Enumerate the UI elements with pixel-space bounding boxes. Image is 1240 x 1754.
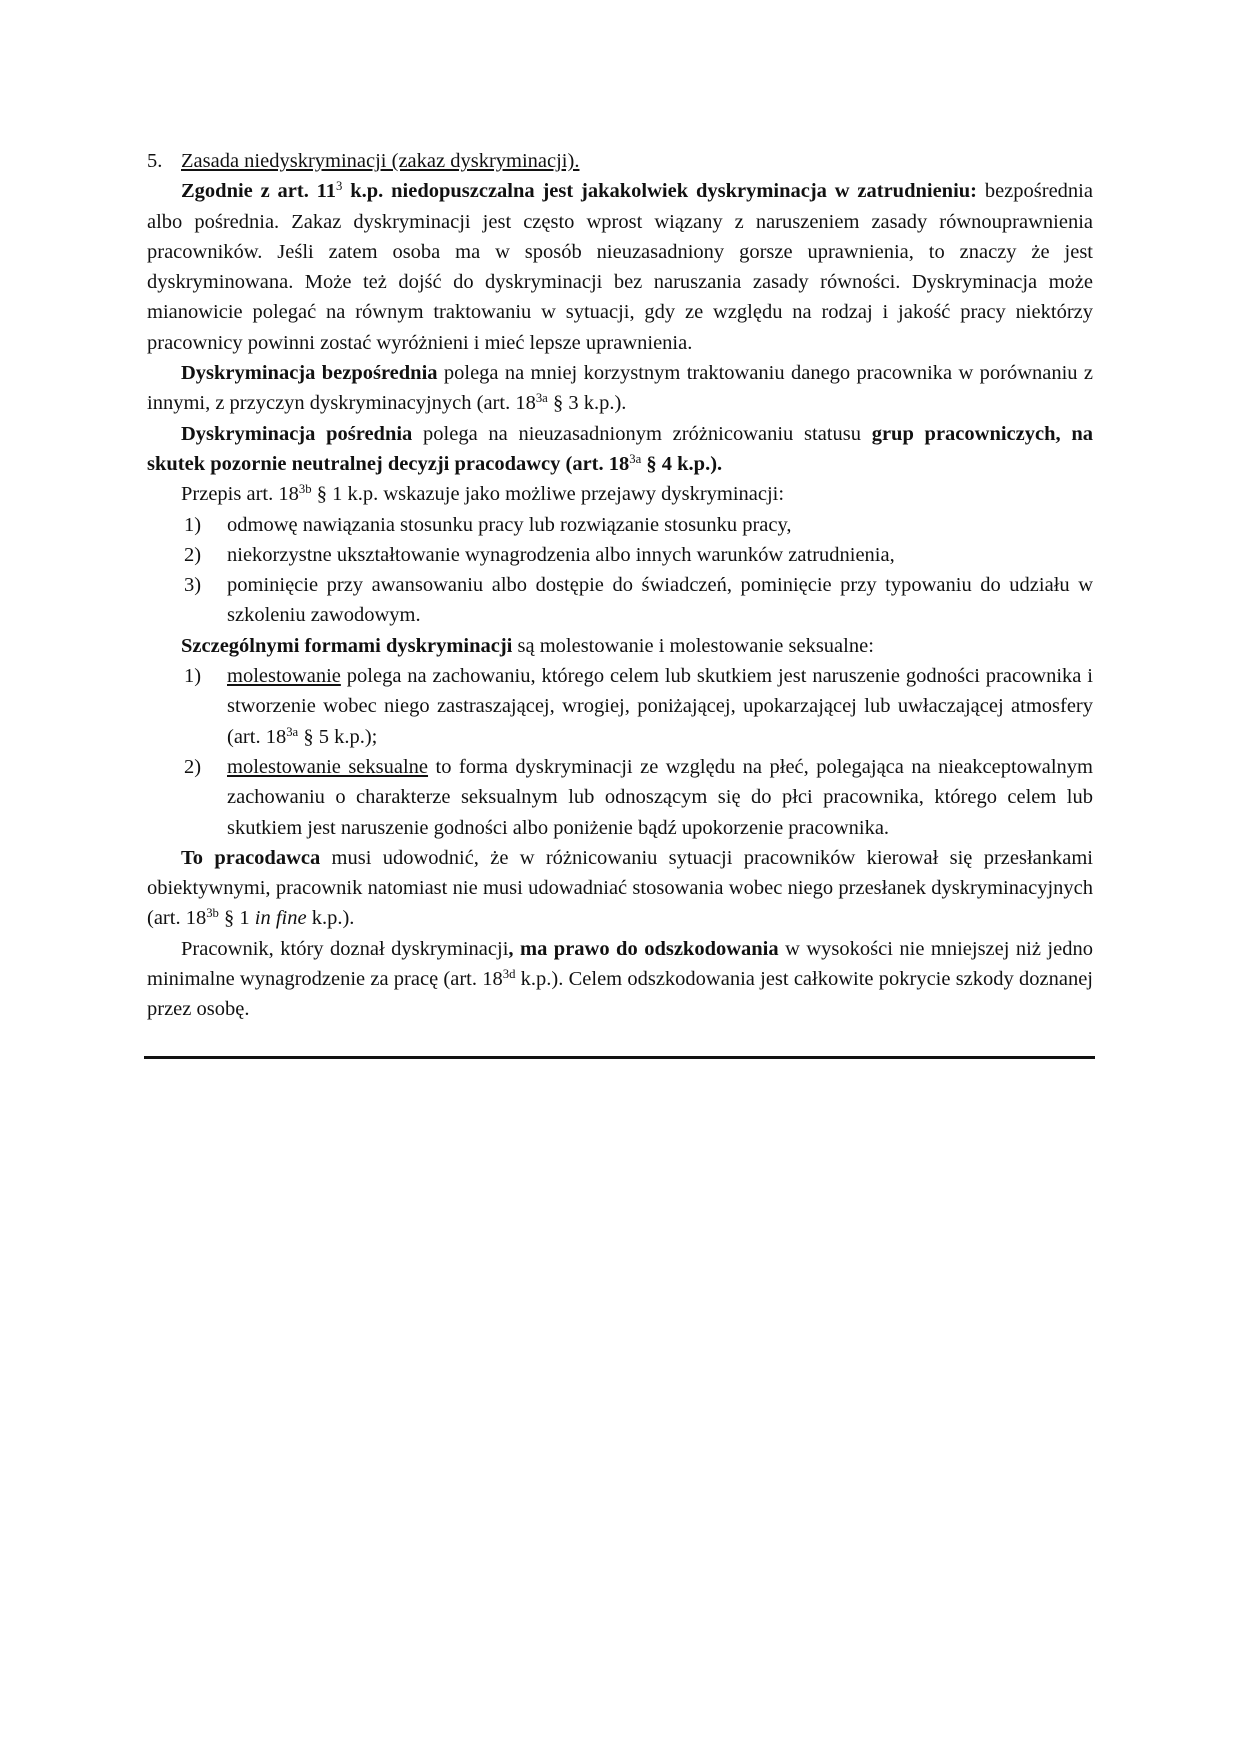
paragraph-indirect-discrimination [147, 419, 1093, 480]
p1-bold-a: Zgodnie z art. 11 [181, 180, 337, 203]
p3-a: polega na nieuzasadnionym zróżnicowaniu statusu [412, 422, 872, 445]
list-item [147, 510, 1093, 540]
p6-b: § 1 [218, 907, 255, 930]
paragraph-burden-of-proof [147, 843, 1093, 934]
list-marker: 2) [184, 543, 202, 566]
harassment-list [147, 661, 1093, 843]
list-item [147, 661, 1093, 752]
p1-sup: 3 [336, 179, 343, 194]
p3-bold-a: Dyskryminacja pośrednia [181, 422, 413, 445]
list-item [147, 752, 1093, 843]
list-item-text: pominięcie przy awansowaniu albo dostępie do świadczeń, pominięcie przy typowaniu do udziału w szkoleniu zawodowym. [227, 574, 1093, 627]
p4-a: Przepis art. 18 [181, 483, 299, 506]
list-item-text: niekorzystne ukształtowanie wynagrodzenia albo innych warunków zatrudnienia, [227, 543, 895, 566]
p7-b: w wysokości nie mniejszej niż jedno minimalne wynagrodzenie za pracę (art. 18 [147, 937, 1093, 991]
sexual-harassment-definition: to forma dyskryminacji ze względu na płeć, polegająca na nieakceptowalnym zachowaniu o charakterze seksualnym lub odnoszącym się do płci pracownika, którego celem lub skutkiem jest naruszenie godności albo poniżenie bądź upokorzenie pracownika. [227, 755, 1093, 839]
p2-a: polega na mniej korzystnym traktowaniu danego pracownika w porównaniu z innymi, z przyczyn dyskryminacyjnych (art. 18 [147, 362, 1093, 415]
p7-sup: 3d [502, 967, 516, 982]
list-item [147, 570, 1093, 631]
list-item [147, 540, 1093, 570]
p1-bold-b: k.p. niedopuszczalna jest jakakolwiek dyskryminacja w zatrudnieniu: [342, 180, 977, 203]
paragraph-direct-discrimination [147, 358, 1093, 419]
document-body [147, 146, 1093, 1025]
paragraph-manifestations [147, 479, 1093, 509]
paragraph-compensation [147, 934, 1093, 1025]
term-sexual-harassment: molestowanie seksualne [227, 755, 429, 778]
list-marker: 1) [184, 513, 202, 536]
p2-bold: Dyskryminacja bezpośrednia [181, 362, 438, 385]
p3-sup: 3a [629, 451, 642, 466]
p6-c: k.p.). [306, 907, 355, 930]
paragraph-special-forms [147, 631, 1093, 661]
p4-b: § 1 k.p. wskazuje jako możliwe przejawy dyskryminacji: [311, 483, 785, 506]
list-item-text [222, 752, 1093, 843]
p6-bold: To pracodawca [181, 846, 321, 869]
paragraph-intro [147, 176, 1093, 358]
list-item-text [222, 661, 1093, 752]
harassment-definition: polega na zachowaniu, którego celem lub skutkiem jest naruszenie godności pracownika i stworzenie wobec niego zastraszającej, wrogiej, poniżającej, upokarzającej lub uwłaczającej atmosfery (art. 18 [227, 665, 1093, 748]
manifestations-list [147, 510, 1093, 631]
p1-rest: bezpośrednia albo pośrednia. Zakaz dyskryminacji jest często wprost wiązany z naruszeniem zasady równouprawnienia pracowników. Jeśli zatem osoba ma w sposób nieuzasadniony gorsze uprawnienia, to znaczy że jest dyskryminowana. Może też dojść do dyskryminacji bez naruszania zasady równości. Dyskryminacja może mianowicie polegać na równym traktowaniu w sytuacji, gdy ze względu na rodzaj i jakość pracy niektórzy pracownicy powinni zostać wyróżnieni i mieć lepsze uprawnienia. [147, 180, 1093, 354]
p5-rest: są molestowanie i molestowanie seksualne: [512, 634, 874, 657]
harassment-sup: 3a [286, 724, 299, 739]
list-item-text: odmowę nawiązania stosunku pracy lub rozwiązanie stosunku pracy, [227, 513, 792, 536]
p7-c: k.p.). Celem odszkodowania jest całkowite pokrycie szkody doznanej przez osobę. [147, 968, 1094, 1021]
list-marker: 3) [184, 574, 202, 597]
p7-bold-b: odszkodowania [644, 937, 779, 960]
section-number: 5. [147, 150, 163, 172]
section-title: Zasada niedyskryminacji (zakaz dyskryminacji). [181, 150, 580, 172]
p4-sup: 3b [298, 482, 312, 497]
p3-bold-c: § 4 k.p.). [641, 452, 723, 475]
p5-bold: Szczególnymi formami dyskryminacji [181, 634, 513, 657]
p3-bold-b: grup pracowniczych, na skutek pozornie neutralnej decyzji pracodawcy (art. 18 [147, 422, 1093, 475]
p2-b: § 3 k.p.). [547, 392, 627, 415]
p6-a: musi udowodnić, że w różnicowaniu sytuacji pracowników kierował się przesłankami obiektywnymi, pracownik natomiast nie musi udowadniać stosowania wobec niego przesłanek dyskryminacyjnych (art. 18 [147, 846, 1093, 930]
section-heading [147, 146, 1093, 176]
p2-sup: 3a [535, 391, 548, 406]
p6-italic: in fine [254, 907, 307, 930]
list-marker: 2) [184, 755, 202, 778]
p7-a: Pracownik, który doznał dyskryminacji [181, 937, 509, 960]
horizontal-rule [144, 1056, 1095, 1059]
term-harassment: molestowanie [227, 665, 341, 688]
list-marker: 1) [184, 665, 202, 688]
p6-sup: 3b [206, 906, 219, 921]
p7-bold-a: , ma prawo do [508, 937, 645, 960]
harassment-citation: § 5 k.p.); [298, 725, 378, 748]
